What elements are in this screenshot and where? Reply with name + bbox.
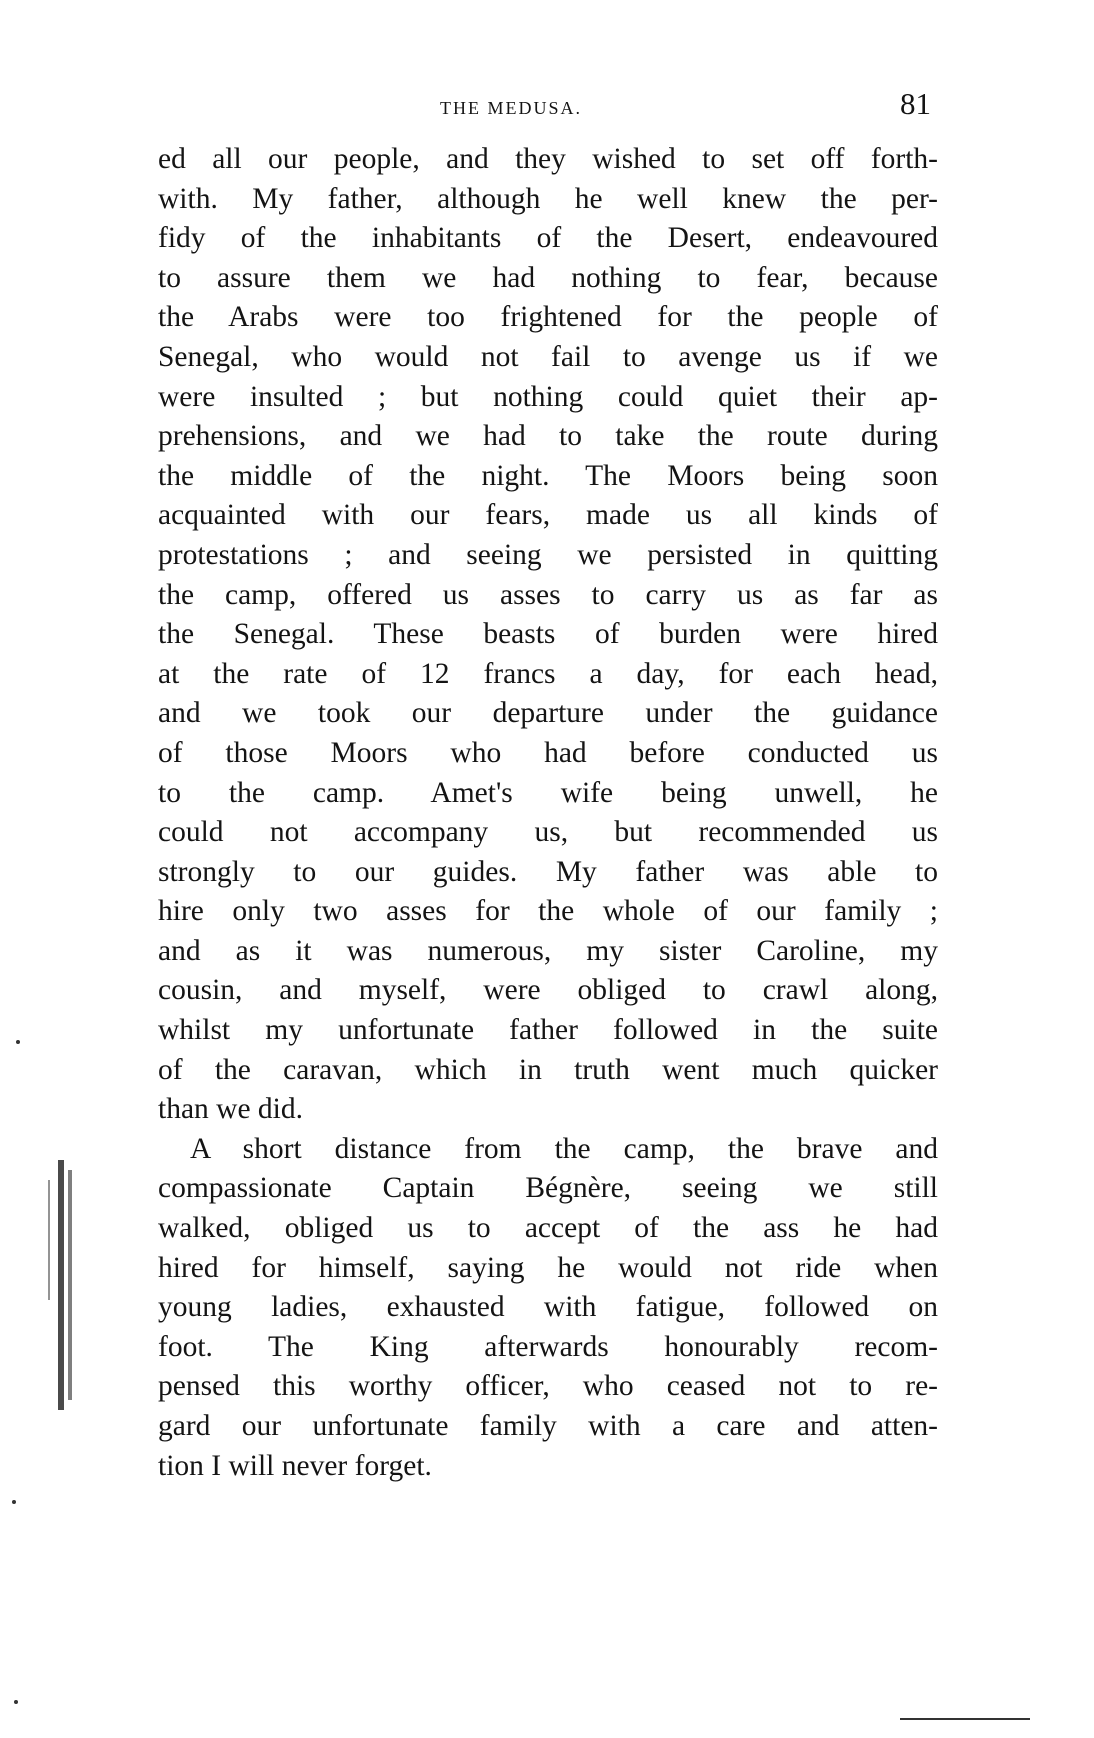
text-line: young ladies, exhausted with fatigue, followed on [158, 1291, 938, 1324]
text-line: to assure them we had nothing to fear, because [158, 261, 938, 294]
text-line: Senegal, who would not fail to avenge us if we [158, 340, 938, 373]
text-line: hired for himself, saying he would not ride when [158, 1251, 938, 1284]
running-head [0, 86, 1094, 132]
text-line: walked, obliged us to accept of the ass he had [158, 1212, 938, 1245]
text-line: strongly to our guides. My father was able to [158, 855, 938, 888]
text-line: tion I will never forget. [158, 1449, 432, 1482]
text-line: and as it was numerous, my sister Caroline, my [158, 934, 938, 967]
scan-artifact-mark [58, 1160, 64, 1410]
text-line: were insulted ; but nothing could quiet their ap- [158, 380, 938, 413]
text-line: compassionate Captain Bégnère, seeing we still [158, 1172, 938, 1205]
text-line: to the camp. Amet's wife being unwell, he [158, 776, 938, 809]
text-line: fidy of the inhabitants of the Desert, endeavoured [158, 222, 938, 255]
text-line: the middle of the night. The Moors being soon [158, 459, 938, 492]
text-line: could not accompany us, but recommended us [158, 816, 938, 849]
running-title: THE MEDUSA. [440, 98, 582, 118]
text-line: of those Moors who had before conducted us [158, 736, 938, 769]
text-line: at the rate of 12 francs a day, for each head, [158, 657, 938, 690]
text-line: the camp, offered us asses to carry us as far as [158, 578, 938, 611]
text-line: hire only two asses for the whole of our family ; [158, 895, 938, 928]
text-line: of the caravan, which in truth went much quicker [158, 1053, 938, 1086]
text-line: the Arabs were too frightened for the people of [158, 301, 938, 334]
text-line: ed all our people, and they wished to set off forth- [158, 143, 938, 175]
text-line: pensed this worthy officer, who ceased not to re- [158, 1370, 938, 1403]
text-line: with. My father, although he well knew the per- [158, 182, 938, 215]
scan-artifact-rule [900, 1718, 1030, 1720]
text-line: prehensions, and we had to take the route during [158, 420, 938, 453]
page-number: 81 [900, 86, 931, 121]
scan-artifact-speck [14, 1700, 18, 1704]
scan-artifact-speck [12, 1500, 16, 1504]
scan-artifact-mark [68, 1170, 72, 1400]
text-line: acquainted with our fears, made us all kinds of [158, 499, 938, 532]
text-line: protestations ; and seeing we persisted in quitting [158, 538, 938, 571]
text-line: whilst my unfortunate father followed in the suite [158, 1014, 938, 1047]
body-text [158, 140, 938, 1486]
text-line: the Senegal. These beasts of burden were hired [158, 618, 938, 651]
scan-artifact-speck [16, 1040, 20, 1044]
text-line: cousin, and myself, were obliged to crawl along, [158, 974, 938, 1007]
text-line: than we did. [158, 1093, 304, 1126]
text-line: and we took our departure under the guidance [158, 697, 938, 730]
text-line: gard our unfortunate family with a care and atten- [158, 1410, 938, 1442]
text-line: A short distance from the camp, the brave and [190, 1132, 938, 1165]
text-line: foot. The King afterwards honourably recom- [158, 1330, 938, 1363]
scan-artifact-mark [48, 1180, 50, 1300]
